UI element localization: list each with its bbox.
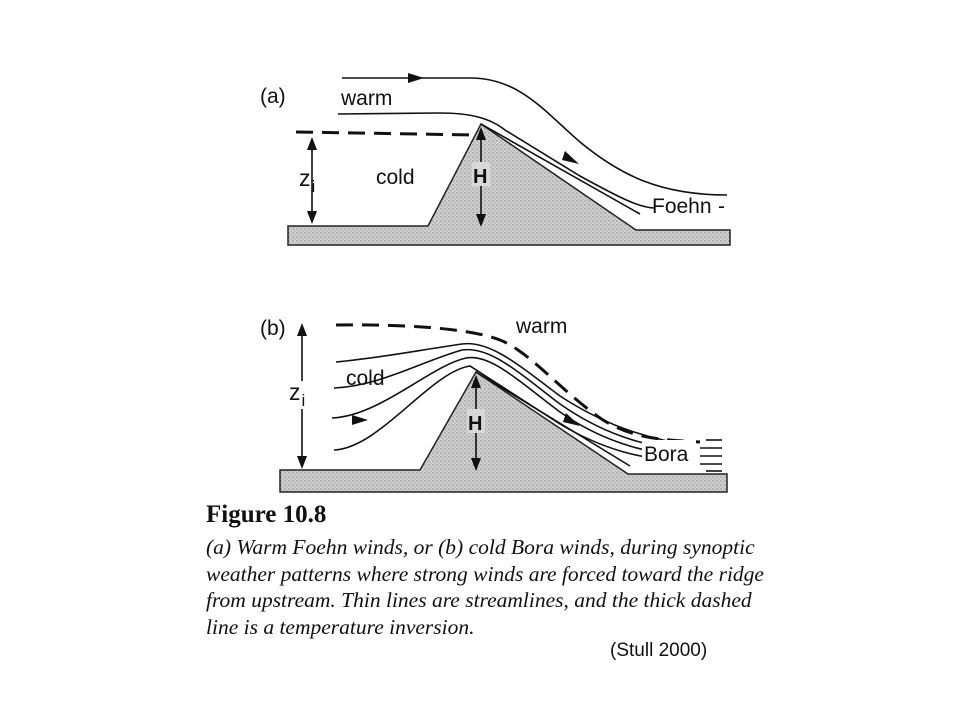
figure-caption — [206, 500, 846, 640]
panel-a-h-label: H — [473, 166, 488, 188]
citation: (Stull 2000) — [610, 640, 708, 661]
panel-a-cold-label: cold — [376, 166, 415, 189]
panel-a-wind-label: Foehn — [652, 195, 712, 218]
caption-line: weather patterns where strong winds are forced toward the ridge — [206, 561, 764, 586]
panel-a — [260, 73, 730, 245]
caption-line: line is a temperature inversion. — [206, 614, 475, 639]
caption-line: from upstream. Thin lines are streamlines, and the thick dashed — [206, 588, 752, 612]
arrow-down-right-icon — [562, 151, 579, 164]
panel-a-wind-suffix: - — [718, 195, 725, 218]
arrow-up-icon — [297, 323, 307, 336]
arrow-up-icon — [307, 137, 317, 150]
panel-a-zi-label: $z_i$ — [299, 165, 316, 196]
bora-hatching — [700, 440, 722, 471]
panel-b-cold-label: cold — [346, 367, 385, 390]
panel-a-label: (a) — [260, 85, 286, 108]
arrow-down-icon — [297, 456, 307, 469]
panel-b-warm-label: warm — [516, 315, 568, 338]
arrow-down-icon — [307, 211, 317, 224]
arrow-right-icon — [352, 415, 368, 425]
figure-title: Figure 10.8 — [206, 501, 327, 528]
panel-a-warm-label: warm — [341, 87, 393, 110]
panel-a-terrain — [288, 124, 730, 245]
panel-a-inversion-dashed — [296, 132, 476, 135]
panel-b-label: (b) — [260, 317, 286, 340]
panel-b-terrain — [280, 372, 727, 492]
panel-b-wind-label: Bora — [644, 443, 689, 466]
panel-b — [260, 315, 727, 492]
panel-b-h-label: H — [468, 413, 483, 435]
arrow-right-icon — [408, 73, 424, 83]
caption-line: (a) Warm Foehn winds, or (b) cold Bora winds, during synoptic — [206, 535, 755, 559]
panel-b-zi-label: $z_i$ — [289, 379, 306, 410]
